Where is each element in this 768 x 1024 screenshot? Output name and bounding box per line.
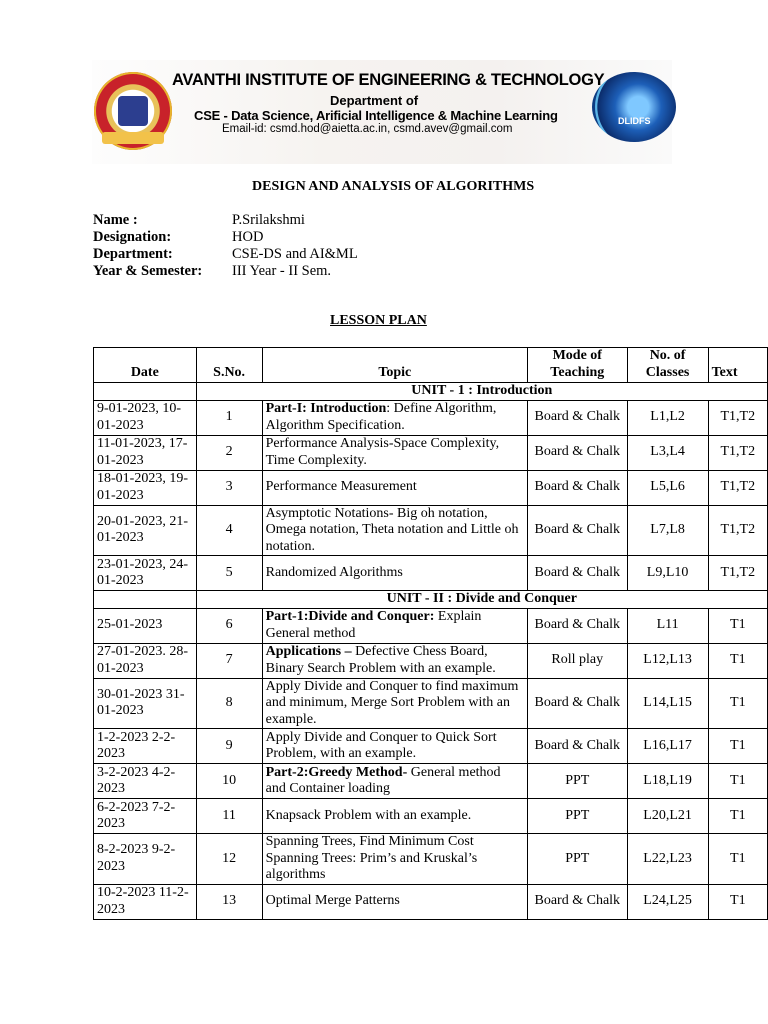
info-row-department	[93, 246, 358, 263]
classes-cell: L20,L21	[627, 799, 708, 834]
table-row	[94, 608, 768, 643]
table-row	[94, 505, 768, 556]
text-book-cell: T1	[708, 884, 767, 919]
sno-cell: 5	[196, 556, 262, 591]
topic-text: : Define Algorithm, Algorithm Specification.	[265, 401, 497, 433]
text-book-cell: T1	[708, 608, 767, 643]
sno-cell: 13	[196, 884, 262, 919]
classes-cell: L24,L25	[627, 884, 708, 919]
header-date: Date	[94, 348, 197, 383]
mode-cell: Board & Chalk	[528, 435, 628, 470]
college-emblem-logo	[94, 72, 172, 150]
classes-cell: L16,L17	[627, 729, 708, 764]
topic-text: Knapsack Problem with an example.	[265, 807, 472, 823]
text-book-cell: T1	[708, 799, 767, 834]
mode-cell: PPT	[528, 764, 628, 799]
topic-cell	[262, 608, 527, 643]
table-row	[94, 884, 768, 919]
table-row	[94, 435, 768, 470]
topic-text: Apply Divide and Conquer to find maximum and minimum, Merge Sort Problem with an example.	[265, 678, 519, 727]
topic-text: Defective Chess Board, Binary Search Problem with an example.	[265, 644, 496, 676]
topic-text: General method and Container loading	[265, 764, 501, 796]
topic-cell	[262, 799, 527, 834]
table-row	[94, 799, 768, 834]
lesson-plan-table	[93, 347, 768, 920]
sno-cell: 2	[196, 435, 262, 470]
unit-date-cell	[94, 383, 197, 401]
info-key: Year & Semester:	[93, 263, 203, 279]
lesson-plan-title: LESSON PLAN	[330, 313, 427, 328]
topic-text: Asymptotic Notations- Big oh notation, Omega notation, Theta notation and Little oh notation.	[265, 505, 519, 554]
topic-cell	[262, 400, 527, 435]
classes-cell: L7,L8	[627, 505, 708, 556]
topic-bold-text: Part-2:Greedy Method-	[265, 764, 408, 780]
classes-cell: L9,L10	[627, 556, 708, 591]
sno-cell: 4	[196, 505, 262, 556]
topic-cell	[262, 556, 527, 591]
mode-cell: Board & Chalk	[528, 505, 628, 556]
topic-cell	[262, 729, 527, 764]
date-cell: 9-01-2023, 10-01-2023	[94, 400, 197, 435]
text-book-cell: T1,T2	[708, 470, 767, 505]
department-label: Department of	[330, 93, 419, 108]
unit-date-cell	[94, 591, 197, 609]
text-book-cell: T1,T2	[708, 400, 767, 435]
mode-cell: Board & Chalk	[528, 729, 628, 764]
topic-bold-text: Part-1:Divide and Conquer:	[265, 609, 435, 624]
text-book-cell: T1	[708, 729, 767, 764]
sno-cell: 12	[196, 834, 262, 885]
sno-cell: 3	[196, 470, 262, 505]
sno-cell: 7	[196, 643, 262, 678]
faculty-info	[93, 212, 358, 280]
topic-cell	[262, 764, 527, 799]
classes-cell: L1,L2	[627, 400, 708, 435]
info-row-designation	[93, 229, 358, 246]
unit-heading: UNIT - 1 : Introduction	[196, 383, 767, 401]
topic-text: Spanning Trees, Find Minimum Cost Spanning Trees: Prim’s and Kruskal’s algorithms	[265, 834, 478, 882]
text-book-cell: T1,T2	[708, 505, 767, 556]
date-cell: 18-01-2023, 19-01-2023	[94, 470, 197, 505]
table-row	[94, 834, 768, 885]
classes-cell: L18,L19	[627, 764, 708, 799]
info-key: Name :	[93, 212, 138, 228]
table-row	[94, 764, 768, 799]
date-cell: 10-2-2023 11-2-2023	[94, 884, 197, 919]
header-sno: S.No.	[196, 348, 262, 383]
sno-cell: 10	[196, 764, 262, 799]
unit-row	[94, 383, 768, 401]
topic-bold-text: Applications –	[265, 644, 352, 659]
mode-cell: PPT	[528, 799, 628, 834]
department-logo	[592, 72, 676, 142]
unit-heading: UNIT - II : Divide and Conquer	[196, 591, 767, 609]
topic-cell	[262, 678, 527, 729]
mode-cell: Board & Chalk	[528, 884, 628, 919]
text-book-cell: T1	[708, 678, 767, 729]
table-row	[94, 643, 768, 678]
date-cell: 8-2-2023 9-2-2023	[94, 834, 197, 885]
classes-cell: L5,L6	[627, 470, 708, 505]
institution-name: AVANTHI INSTITUTE OF ENGINEERING & TECHNOLOGY	[172, 71, 605, 89]
mode-cell: Board & Chalk	[528, 470, 628, 505]
classes-cell: L22,L23	[627, 834, 708, 885]
table-row	[94, 556, 768, 591]
header-text: Text	[708, 348, 767, 383]
department-email: Email-id: csmd.hod@aietta.ac.in, csmd.avev@gmail.com	[222, 123, 513, 135]
mode-cell: Board & Chalk	[528, 400, 628, 435]
topic-cell	[262, 834, 527, 885]
mode-cell: Board & Chalk	[528, 556, 628, 591]
topic-cell	[262, 643, 527, 678]
info-value: CSE-DS and AI&ML	[232, 246, 358, 262]
info-key: Department:	[93, 246, 173, 262]
topic-text: Explain General method	[265, 609, 482, 641]
date-cell: 11-01-2023, 17-01-2023	[94, 435, 197, 470]
classes-cell: L3,L4	[627, 435, 708, 470]
date-cell: 30-01-2023 31-01-2023	[94, 678, 197, 729]
topic-text: Performance Measurement	[265, 479, 417, 495]
table-row	[94, 678, 768, 729]
table-row	[94, 400, 768, 435]
table-row	[94, 470, 768, 505]
text-book-cell: T1	[708, 834, 767, 885]
text-book-cell: T1	[708, 764, 767, 799]
date-cell: 3-2-2023 4-2-2023	[94, 764, 197, 799]
mode-cell: PPT	[528, 834, 628, 885]
topic-cell	[262, 470, 527, 505]
topic-text: Apply Divide and Conquer to Quick Sort Problem, with an example.	[265, 729, 497, 761]
sno-cell: 6	[196, 608, 262, 643]
classes-cell: L14,L15	[627, 678, 708, 729]
text-book-cell: T1,T2	[708, 556, 767, 591]
topic-cell	[262, 505, 527, 556]
table-header-row	[94, 348, 768, 383]
classes-cell: L11	[627, 608, 708, 643]
info-row-name	[93, 212, 358, 229]
info-value: HOD	[232, 229, 264, 245]
sno-cell: 8	[196, 678, 262, 729]
info-value: III Year - II Sem.	[232, 263, 332, 279]
table-row	[94, 729, 768, 764]
info-value: P.Srilakshmi	[232, 212, 305, 228]
mode-cell: Roll play	[528, 643, 628, 678]
sno-cell: 9	[196, 729, 262, 764]
mode-cell: Board & Chalk	[528, 678, 628, 729]
subject-title: DESIGN AND ANALYSIS OF ALGORITHMS	[252, 179, 535, 194]
mode-cell: Board & Chalk	[528, 608, 628, 643]
topic-text: Performance Analysis-Space Complexity, Time Complexity.	[265, 436, 500, 468]
header-topic: Topic	[262, 348, 527, 383]
info-key: Designation:	[93, 229, 172, 245]
date-cell: 25-01-2023	[94, 608, 197, 643]
topic-text: Optimal Merge Patterns	[265, 893, 400, 909]
header-mode: Mode of Teaching	[528, 348, 628, 383]
date-cell: 6-2-2023 7-2-2023	[94, 799, 197, 834]
info-row-year-semester	[93, 263, 358, 280]
date-cell: 27-01-2023. 28-01-2023	[94, 643, 197, 678]
department-name: CSE - Data Science, Arificial Intelligence & Machine Learning	[194, 108, 558, 123]
classes-cell: L12,L13	[627, 643, 708, 678]
header-classes: No. of Classes	[627, 348, 708, 383]
topic-text: Randomized Algorithms	[265, 564, 403, 580]
date-cell: 1-2-2023 2-2-2023	[94, 729, 197, 764]
topic-cell	[262, 435, 527, 470]
date-cell: 23-01-2023, 24-01-2023	[94, 556, 197, 591]
topic-cell	[262, 884, 527, 919]
text-book-cell: T1,T2	[708, 435, 767, 470]
date-cell: 20-01-2023, 21-01-2023	[94, 505, 197, 556]
topic-bold-text: Part-I: Introduction	[265, 401, 387, 416]
sno-cell: 11	[196, 799, 262, 834]
department-logo-text: DLIDFS	[618, 116, 651, 126]
text-book-cell: T1	[708, 643, 767, 678]
unit-row	[94, 591, 768, 609]
sno-cell: 1	[196, 400, 262, 435]
